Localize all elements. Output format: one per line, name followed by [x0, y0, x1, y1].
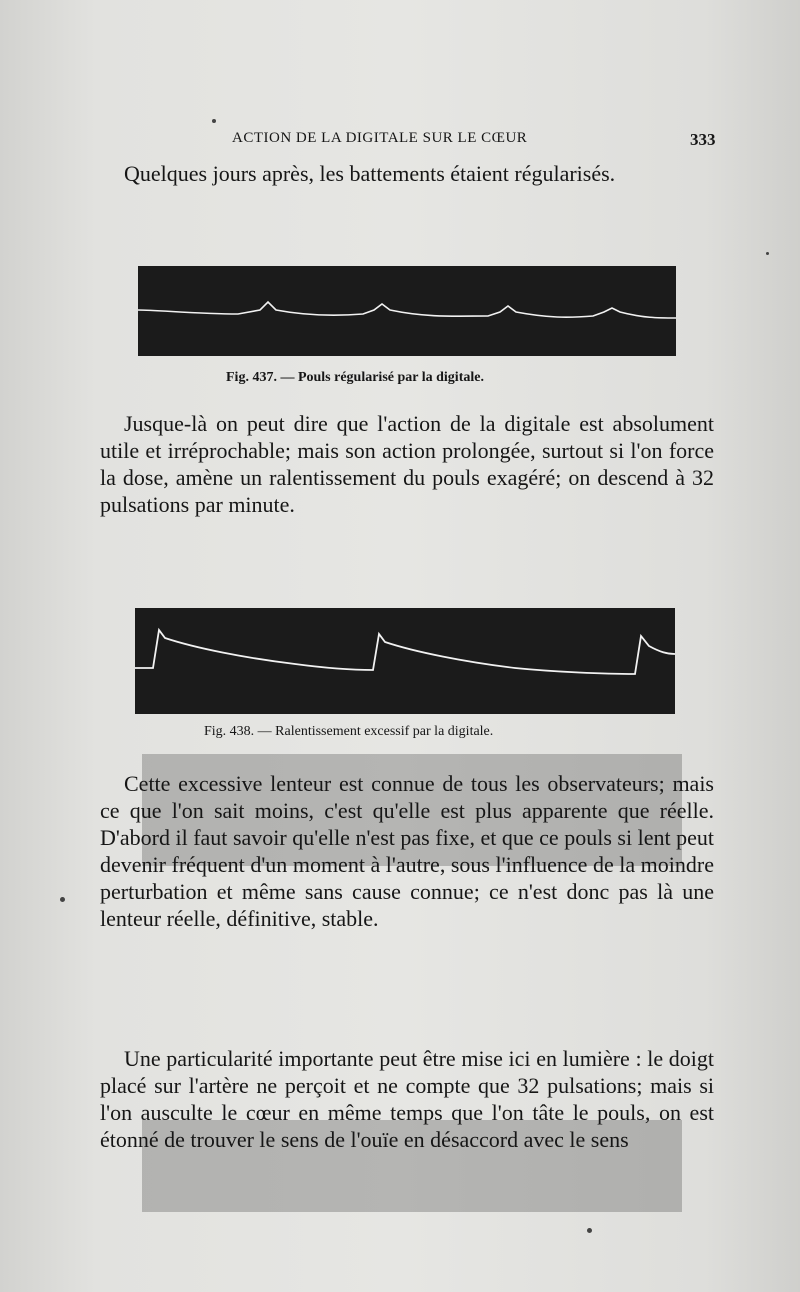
- pulse-tracing-regular: [138, 266, 676, 356]
- figure-437-caption: Fig. 437. — Pouls régularisé par la digitale.: [226, 370, 484, 385]
- ink-speck: [212, 119, 216, 123]
- ink-speck: [766, 252, 769, 255]
- paragraph-excessive-lenteur: Cette excessive lenteur est connue de tous les observateurs; mais ce que l'on sait moins, c'est qu'elle est plus apparente que réelle. D'abord il faut savoir qu'elle n'est pas fixe, et que ce pouls si lent peut devenir fréquent d'un moment à l'autre, sous l'influence de la moindre perturbation et même sans cause connue; ce n'est donc pas là une lenteur réelle, définitive, stable.: [100, 771, 714, 931]
- paragraph-jusque-la: Jusque-là on peut dire que l'action de la digitale est absolument utile et irréprochable; mais son action prolongée, surtout si l'on force la dose, amène un ralentissement du pouls exagéré; on descend à 32 pulsations par minute.: [100, 411, 714, 517]
- page-number: 333: [690, 130, 716, 149]
- pulse-waveform-438: [135, 630, 675, 674]
- paragraph-particularite: Une particularité importante peut être mise ici en lumière : le doigt placé sur l'artère ne perçoit et ne compte que 32 pulsations; mais si l'on ausculte le cœur en même temps que l'on tâte le pouls, on est étonné de trouver le sens de l'ouïe en désaccord avec le sens: [100, 1046, 714, 1152]
- ink-speck: [587, 1228, 592, 1233]
- ink-speck: [60, 897, 65, 902]
- pulse-waveform-437: [138, 302, 676, 318]
- figure-437-tracing: [138, 266, 676, 356]
- figure-438-caption: Fig. 438. — Ralentissement excessif par la digitale.: [204, 724, 494, 739]
- figure-438-tracing: [135, 608, 675, 714]
- page-header: [0, 130, 800, 156]
- paragraph-regularises: Quelques jours après, les battements étaient régularisés.: [124, 161, 616, 186]
- pulse-tracing-slow: [135, 608, 675, 714]
- running-title: ACTION DE LA DIGITALE SUR LE CŒUR: [232, 130, 528, 146]
